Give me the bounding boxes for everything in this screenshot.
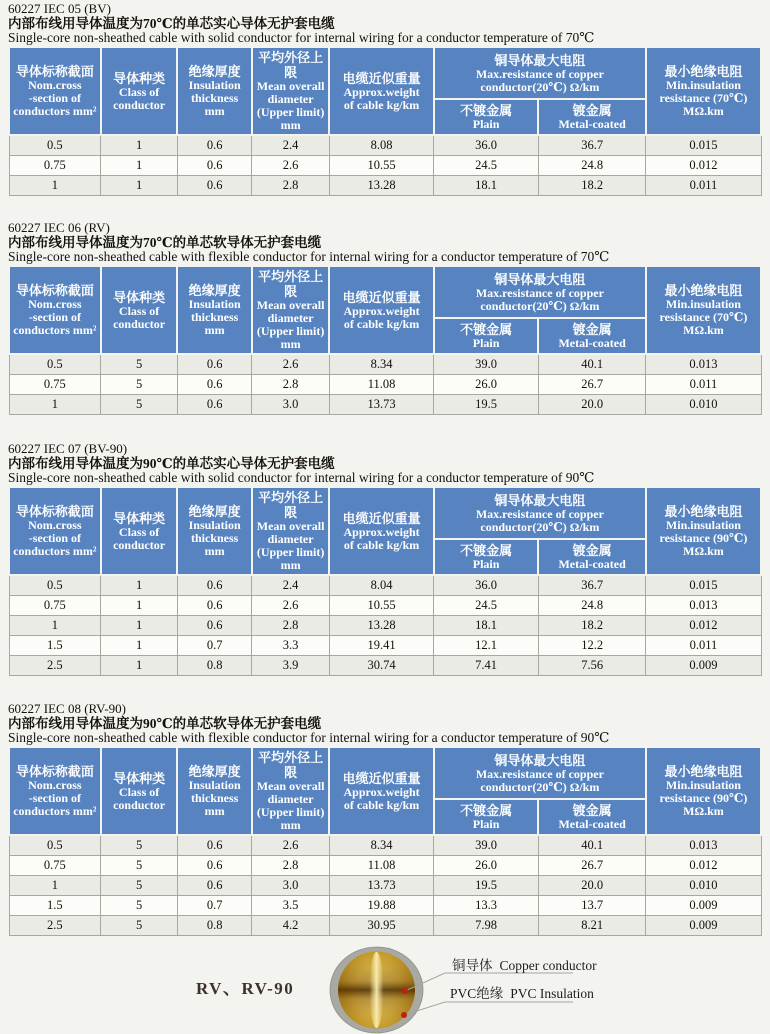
- col-header-min-insulation-resistance: 最小绝缘电阻 Min.insulation resistance (70℃) MΩ.km: [646, 47, 761, 135]
- col-header-nominal-cross-section: 导体标称截面 Nom.cross -section of conductors mm²: [9, 747, 101, 835]
- cell: 18.2: [538, 616, 646, 636]
- col-header-min-insulation-resistance: 最小绝缘电阻 Min.insulation resistance (70℃) MΩ.km: [646, 266, 761, 354]
- cell: 0.015: [646, 575, 761, 596]
- spec-table: [8, 486, 762, 676]
- cable-spec-section: [8, 442, 762, 676]
- cell: 3.0: [252, 876, 329, 896]
- cell: 5: [101, 916, 178, 936]
- cell: 0.8: [177, 656, 251, 676]
- table-row: [9, 656, 761, 676]
- cell: 1: [9, 395, 101, 415]
- cell: 0.011: [646, 636, 761, 656]
- cell: 0.6: [177, 156, 251, 176]
- section-title-zh: 内部布线用导体温度为90℃的单芯实心导体无护套电缆: [8, 456, 335, 471]
- table-row: [9, 575, 761, 596]
- col-header-min-insulation-resistance: 最小绝缘电阻 Min.insulation resistance (90℃) MΩ.km: [646, 747, 761, 835]
- cell: 0.011: [646, 375, 761, 395]
- cell: 2.6: [252, 354, 329, 375]
- cell: 0.013: [646, 354, 761, 375]
- cell: 0.6: [177, 395, 251, 415]
- section-title-zh: 内部布线用导体温度为70℃的单芯实心导体无护套电缆: [8, 16, 335, 31]
- cell: 36.0: [434, 575, 539, 596]
- standard-code: 60227 IEC 05 (BV): [8, 1, 111, 16]
- cable-type-label: RV、RV-90: [196, 979, 295, 998]
- cell: 36.7: [538, 135, 646, 156]
- table-row: [9, 135, 761, 156]
- cell: 1.5: [9, 636, 101, 656]
- col-header-max-copper-resistance-group: 铜导体最大电阻 Max.resistance of copper conductor(20℃) Ω/km: [434, 747, 646, 799]
- cell: 2.6: [252, 596, 329, 616]
- cell: 1: [9, 616, 101, 636]
- table-row: [9, 876, 761, 896]
- spec-table-body: [9, 575, 761, 676]
- col-header-approx-weight: 电缆近似重量 Approx.weight of cable kg/km: [329, 266, 434, 354]
- cell: 18.1: [434, 176, 539, 196]
- cell: 5: [101, 856, 178, 876]
- cell: 36.7: [538, 575, 646, 596]
- cell: 0.6: [177, 596, 251, 616]
- cell: 19.41: [329, 636, 434, 656]
- col-header-max-copper-resistance-group: 铜导体最大电阻 Max.resistance of copper conductor(20℃) Ω/km: [434, 266, 646, 318]
- callout-pvc-insulation: [450, 982, 594, 1002]
- section-title-en: Single-core non-sheathed cable with flexible conductor for internal wiring for a conductor temperature of 90℃: [8, 730, 610, 745]
- col-header-metal-coated: 镀金属 Metal-coated: [538, 799, 646, 835]
- cell: 24.5: [434, 596, 539, 616]
- cell: 26.7: [538, 856, 646, 876]
- cell: 13.28: [329, 176, 434, 196]
- spec-table-body: [9, 835, 761, 936]
- cell: 0.012: [646, 856, 761, 876]
- cell: 30.74: [329, 656, 434, 676]
- col-header-min-insulation-resistance: 最小绝缘电阻 Min.insulation resistance (90℃) MΩ.km: [646, 487, 761, 575]
- col-header-plain: 不镀金属 Plain: [434, 99, 539, 135]
- cell: 8.34: [329, 835, 434, 856]
- cell: 0.6: [177, 835, 251, 856]
- cell: 2.6: [252, 835, 329, 856]
- cell: 30.95: [329, 916, 434, 936]
- cell: 10.55: [329, 156, 434, 176]
- col-header-approx-weight: 电缆近似重量 Approx.weight of cable kg/km: [329, 487, 434, 575]
- cell: 0.8: [177, 916, 251, 936]
- col-header-plain: 不镀金属 Plain: [434, 539, 539, 575]
- cell: 0.013: [646, 596, 761, 616]
- cell: 5: [101, 375, 178, 395]
- cell: 12.2: [538, 636, 646, 656]
- col-header-metal-coated: 镀金属 Metal-coated: [538, 99, 646, 135]
- col-header-insulation-thickness: 绝缘厚度 Insulation thickness mm: [177, 47, 251, 135]
- cable-spec-section: [8, 221, 762, 415]
- cell: 26.0: [434, 375, 539, 395]
- callout-copper-en: Copper conductor: [499, 958, 597, 973]
- col-header-mean-overall-diameter: 平均外径上限 Mean overall diameter (Upper limit) mm: [252, 266, 329, 354]
- cell: 0.011: [646, 176, 761, 196]
- col-header-approx-weight: 电缆近似重量 Approx.weight of cable kg/km: [329, 747, 434, 835]
- cell: 0.7: [177, 636, 251, 656]
- cell: 0.75: [9, 375, 101, 395]
- cell: 8.21: [538, 916, 646, 936]
- cell: 2.8: [252, 176, 329, 196]
- col-header-conductor-class: 导体种类 Class of conductor: [101, 747, 178, 835]
- cell: 20.0: [538, 876, 646, 896]
- cell: 0.012: [646, 616, 761, 636]
- cell: 36.0: [434, 135, 539, 156]
- cable-spec-section: [8, 702, 762, 936]
- cell: 11.08: [329, 856, 434, 876]
- cell: 39.0: [434, 835, 539, 856]
- cell: 0.015: [646, 135, 761, 156]
- cell: 0.7: [177, 896, 251, 916]
- cell: 5: [101, 395, 178, 415]
- cable-diagram: [0, 935, 770, 1034]
- cell: 40.1: [538, 354, 646, 375]
- table-row: [9, 916, 761, 936]
- table-row: [9, 896, 761, 916]
- col-header-nominal-cross-section: 导体标称截面 Nom.cross -section of conductors mm²: [9, 487, 101, 575]
- cell: 24.5: [434, 156, 539, 176]
- col-header-mean-overall-diameter: 平均外径上限 Mean overall diameter (Upper limit) mm: [252, 747, 329, 835]
- cell: 18.1: [434, 616, 539, 636]
- spec-table-body: [9, 354, 761, 415]
- cell: 0.009: [646, 896, 761, 916]
- table-row: [9, 156, 761, 176]
- section-title-en: Single-core non-sheathed cable with flexible conductor for internal wiring for a conductor temperature of 70℃: [8, 249, 610, 264]
- cell: 7.56: [538, 656, 646, 676]
- cell: 2.5: [9, 916, 101, 936]
- cell: 13.73: [329, 395, 434, 415]
- cell: 0.5: [9, 354, 101, 375]
- cell: 5: [101, 835, 178, 856]
- col-header-insulation-thickness: 绝缘厚度 Insulation thickness mm: [177, 266, 251, 354]
- table-row: [9, 395, 761, 415]
- cell: 1: [101, 575, 178, 596]
- callout-copper-zh: 铜导体: [452, 958, 493, 973]
- cell: 1: [101, 656, 178, 676]
- cell: 0.6: [177, 856, 251, 876]
- standard-code: 60227 IEC 07 (BV-90): [8, 441, 128, 456]
- cell: 7.41: [434, 656, 539, 676]
- cell: 13.28: [329, 616, 434, 636]
- cell: 0.013: [646, 835, 761, 856]
- spec-table: [8, 46, 762, 196]
- col-header-insulation-thickness: 绝缘厚度 Insulation thickness mm: [177, 747, 251, 835]
- cell: 1: [101, 135, 178, 156]
- callout-pvc-en: PVC Insulation: [510, 986, 594, 1001]
- cell: 12.1: [434, 636, 539, 656]
- table-row: [9, 375, 761, 395]
- cell: 24.8: [538, 596, 646, 616]
- spec-table: [8, 265, 762, 415]
- col-header-metal-coated: 镀金属 Metal-coated: [538, 318, 646, 354]
- section-title-en: Single-core non-sheathed cable with solid conductor for internal wiring for a conductor temperature of 90℃: [8, 470, 595, 485]
- cell: 1: [101, 636, 178, 656]
- col-header-nominal-cross-section: 导体标称截面 Nom.cross -section of conductors mm²: [9, 266, 101, 354]
- col-header-approx-weight: 电缆近似重量 Approx.weight of cable kg/km: [329, 47, 434, 135]
- cell: 2.6: [252, 156, 329, 176]
- table-row: [9, 596, 761, 616]
- table-row: [9, 856, 761, 876]
- table-row: [9, 636, 761, 656]
- callout-copper-conductor: [452, 954, 597, 974]
- cell: 0.75: [9, 156, 101, 176]
- cell: 2.8: [252, 856, 329, 876]
- col-header-conductor-class: 导体种类 Class of conductor: [101, 487, 178, 575]
- table-row: [9, 616, 761, 636]
- cell: 19.5: [434, 395, 539, 415]
- spec-table-body: [9, 135, 761, 196]
- cable-cross-section-illustration: [0, 935, 770, 1034]
- cell: 5: [101, 896, 178, 916]
- cell: 2.4: [252, 135, 329, 156]
- cell: 24.8: [538, 156, 646, 176]
- cell: 3.9: [252, 656, 329, 676]
- cable-spec-section: [8, 2, 762, 196]
- col-header-plain: 不镀金属 Plain: [434, 799, 539, 835]
- section-title-zh: 内部布线用导体温度为70℃的单芯软导体无护套电缆: [8, 235, 322, 250]
- cell: 0.6: [177, 575, 251, 596]
- cell: 10.55: [329, 596, 434, 616]
- spec-table: [8, 746, 762, 936]
- cell: 1: [101, 176, 178, 196]
- cell: 26.7: [538, 375, 646, 395]
- cell: 1: [101, 616, 178, 636]
- standard-code: 60227 IEC 06 (RV): [8, 220, 110, 235]
- cell: 0.6: [177, 876, 251, 896]
- cell: 0.5: [9, 835, 101, 856]
- cell: 0.6: [177, 354, 251, 375]
- cell: 18.2: [538, 176, 646, 196]
- col-header-conductor-class: 导体种类 Class of conductor: [101, 266, 178, 354]
- cell: 26.0: [434, 856, 539, 876]
- cell: 19.5: [434, 876, 539, 896]
- cell: 40.1: [538, 835, 646, 856]
- cell: 1: [9, 876, 101, 896]
- cell: 0.6: [177, 375, 251, 395]
- section-title-en: Single-core non-sheathed cable with solid conductor for internal wiring for a conductor temperature of 70℃: [8, 30, 595, 45]
- cell: 0.6: [177, 176, 251, 196]
- table-row: [9, 176, 761, 196]
- col-header-mean-overall-diameter: 平均外径上限 Mean overall diameter (Upper limit) mm: [252, 47, 329, 135]
- col-header-max-copper-resistance-group: 铜导体最大电阻 Max.resistance of copper conductor(20℃) Ω/km: [434, 47, 646, 99]
- cell: 8.04: [329, 575, 434, 596]
- cell: 5: [101, 876, 178, 896]
- cell: 11.08: [329, 375, 434, 395]
- callout-pvc-zh: PVC绝缘: [450, 986, 504, 1001]
- cell: 3.5: [252, 896, 329, 916]
- cell: 1: [101, 596, 178, 616]
- cell: 19.88: [329, 896, 434, 916]
- col-header-metal-coated: 镀金属 Metal-coated: [538, 539, 646, 575]
- col-header-max-copper-resistance-group: 铜导体最大电阻 Max.resistance of copper conductor(20℃) Ω/km: [434, 487, 646, 539]
- cell: 1: [9, 176, 101, 196]
- cell: 2.8: [252, 375, 329, 395]
- cell: 4.2: [252, 916, 329, 936]
- cell: 13.7: [538, 896, 646, 916]
- cell: 1: [101, 156, 178, 176]
- cell: 0.5: [9, 135, 101, 156]
- copper-conductor-dot: [402, 988, 408, 994]
- col-header-mean-overall-diameter: 平均外径上限 Mean overall diameter (Upper limit) mm: [252, 487, 329, 575]
- cell: 5: [101, 354, 178, 375]
- col-header-conductor-class: 导体种类 Class of conductor: [101, 47, 178, 135]
- standard-code: 60227 IEC 08 (RV-90): [8, 701, 127, 716]
- cell: 0.009: [646, 656, 761, 676]
- cell: 0.75: [9, 856, 101, 876]
- cell: 0.75: [9, 596, 101, 616]
- cell: 8.08: [329, 135, 434, 156]
- cell: 13.73: [329, 876, 434, 896]
- section-title-zh: 内部布线用导体温度为90℃的单芯软导体无护套电缆: [8, 716, 322, 731]
- table-row: [9, 354, 761, 375]
- cell: 7.98: [434, 916, 539, 936]
- cell: 0.6: [177, 135, 251, 156]
- cell: 0.010: [646, 876, 761, 896]
- cell: 3.0: [252, 395, 329, 415]
- cell: 39.0: [434, 354, 539, 375]
- cell: 20.0: [538, 395, 646, 415]
- cell: 8.34: [329, 354, 434, 375]
- col-header-plain: 不镀金属 Plain: [434, 318, 539, 354]
- cell: 1.5: [9, 896, 101, 916]
- pvc-insulation-dot: [401, 1012, 407, 1018]
- cell: 0.5: [9, 575, 101, 596]
- cell: 0.6: [177, 616, 251, 636]
- cell: 3.3: [252, 636, 329, 656]
- col-header-insulation-thickness: 绝缘厚度 Insulation thickness mm: [177, 487, 251, 575]
- table-row: [9, 835, 761, 856]
- col-header-nominal-cross-section: 导体标称截面 Nom.cross -section of conductors mm²: [9, 47, 101, 135]
- cell: 2.4: [252, 575, 329, 596]
- cell: 2.8: [252, 616, 329, 636]
- cell: 2.5: [9, 656, 101, 676]
- cell: 0.012: [646, 156, 761, 176]
- cell: 0.010: [646, 395, 761, 415]
- cell: 0.009: [646, 916, 761, 936]
- cell: 13.3: [434, 896, 539, 916]
